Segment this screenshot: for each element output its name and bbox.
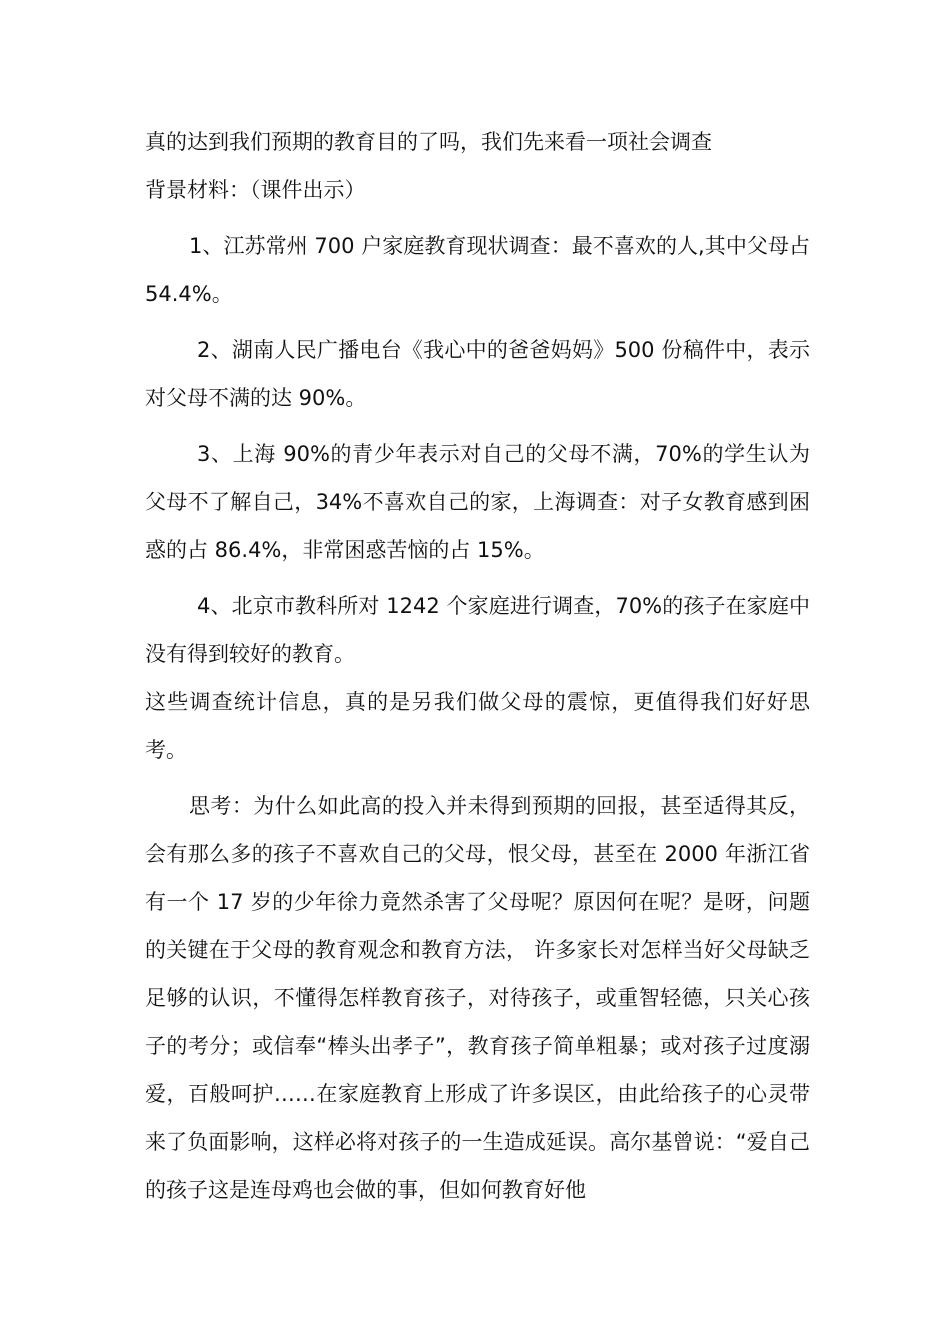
survey-item-2: 2、湖南人民广播电台《我心中的爸爸妈妈》500 份稿件中，表示对父母不满的达 90%。 [145,338,810,410]
survey-conclusion: 这些调查统计信息，真的是另我们做父母的震惊，更值得我们好好思考。 [145,690,810,762]
intro-line: 真的达到我们预期的教育目的了吗，我们先来看一项社会调查 [145,130,712,154]
background-material-heading: 背景材料：（课件出示） [145,178,366,202]
reflection-paragraph: 思考：为什么如此高的投入并未得到预期的回报，甚至适得其反，会有那么多的孩子不喜欢自己的父母，恨父母，甚至在 2000 年浙江省有一个 17 岁的少年徐力竟然杀害了父母呢？原因何在呢？是呀，问题的关键在于父母的教育观念和教育方法， 许多家长对怎样当好父母缺乏足够的认识，不懂得怎样教育孩子，对待孩子，或重智轻德，只关心孩子的考分；或信奉“棒头出孝子”，教育孩子简单粗暴；或对孩子过度溺爱，百般呵护……在家庭教育上形成了许多误区，由此给孩子的心灵带来了负面影响，这样必将对孩子的一生造成延误。高尔基曾说：“爱自己的孩子这是连母鸡也会做的事，但如何教育好他 [145,794,810,1202]
survey-item-1: 1、江苏常州 700 户家庭教育现状调查：最不喜欢的人,其中父母占 54.4%。 [145,234,810,306]
survey-item-4: 4、北京市教科所对 1242 个家庭进行调查，70%的孩子在家庭中没有得到较好的教育。 [145,594,810,666]
survey-item-3: 3、上海 90%的青少年表示对自己的父母不满，70%的学生认为父母不了解自己，34%不喜欢自己的家，上海调查：对子女教育感到困惑的占 86.4%，非常困惑苦恼的占 15%。 [145,442,810,562]
document-body [145,118,810,1214]
